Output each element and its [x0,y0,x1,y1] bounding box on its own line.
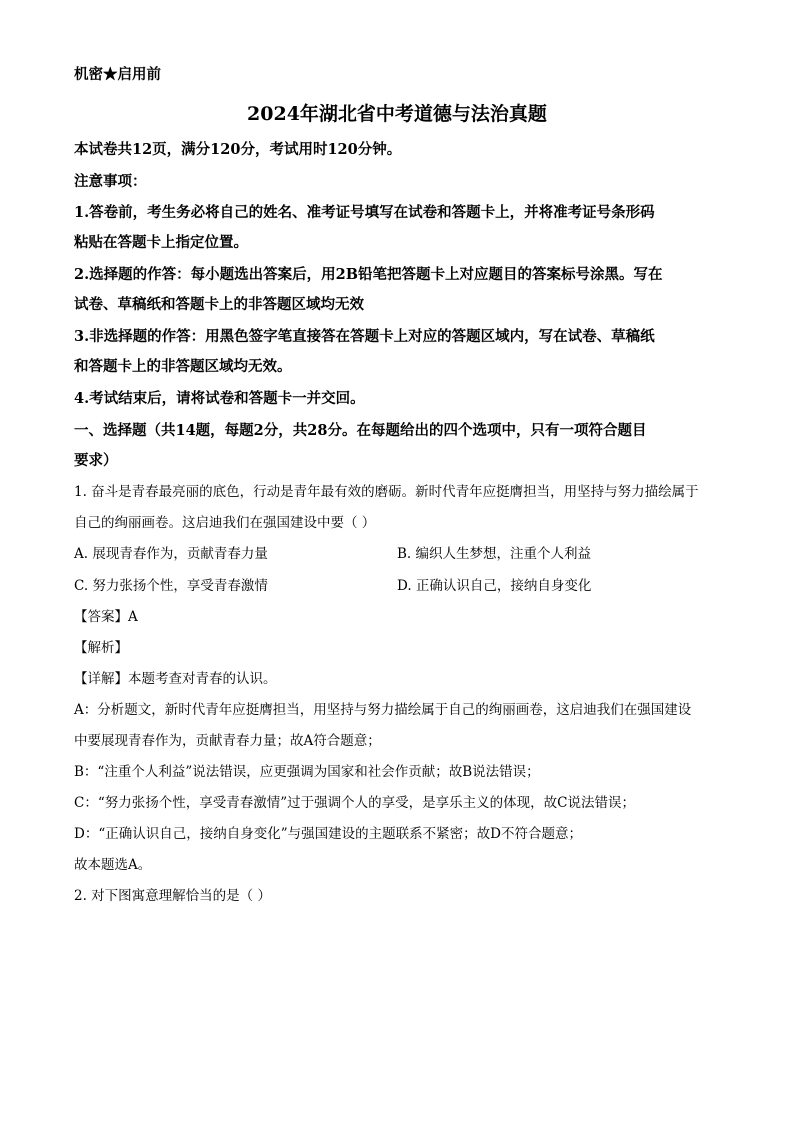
q1-option-c: C. 努力张扬个性，享受青春激情 [74,578,268,594]
note-1-line-2: 粘贴在答题卡上指定位置。 [74,234,248,251]
q1-option-d: D. 正确认识自己，接纳自身变化 [397,578,592,594]
q1-option-b: B. 编织人生梦想，注重个人利益 [397,546,592,562]
q1-conclusion: 故本题选A。 [74,857,152,873]
q1-stem-line-2: 自己的绚丽画卷。这启迪我们在强国建设中要（ ） [74,515,376,531]
q1-analysis-label: 【解析】 [74,640,128,656]
q1-option-a: A. 展现青春作为，贡献青春力量 [74,546,268,562]
q1-explain-a-line-2: 中要展现青春作为，贡献青春力量；故A符合题意； [74,733,381,749]
section-heading-line-2: 要求） [74,452,118,469]
q1-explain-d: D：“正确认识自己，接纳自身变化”与强国建设的主题联系不紧密；故D不符合题意； [74,826,582,842]
note-1-line-1: 1.答卷前，考生务必将自己的姓名、准考证号填写在试卷和答题卡上，并将准考证号条形码 [74,204,655,221]
q1-explain-b: B：“注重个人利益”说法错误，应更强调为国家和社会作贡献；故B说法错误； [74,764,540,780]
q1-explain-c: C：“努力张扬个性，享受青春激情”过于强调个人的享受，是享乐主义的体现，故C说法错误； [74,795,635,811]
q1-answer: 【答案】A [74,609,138,625]
note-3-line-1: 3.非选择题的作答：用黑色签字笔直接答在答题卡上对应的答题区域内，写在试卷、草稿纸 [74,328,655,345]
note-4: 4.考试结束后，请将试卷和答题卡一并交回。 [74,390,365,407]
note-3-line-2: 和答题卡上的非答题区域均无效。 [74,358,292,375]
exam-info: 本试卷共12页，满分120分，考试用时120分钟。 [74,141,402,158]
q1-explain-a-line-1: A：分析题文，新时代青年应挺膺担当，用坚持与努力描绘属于自己的绚丽画卷，这启迪我们在强国建设 [74,702,692,718]
note-2-line-1: 2.选择题的作答：每小题选出答案后，用2B铅笔把答题卡上对应题目的答案标号涂黑。写在 [74,266,663,283]
q2-stem: 2. 对下图寓意理解恰当的是（ ） [74,888,271,904]
page-title: 2024年湖北省中考道德与法治真题 [247,103,547,125]
notes-heading: 注意事项： [74,173,147,190]
note-2-line-2: 试卷、草稿纸和答题卡上的非答题区域均无效 [74,296,364,313]
q1-detail: 【详解】本题考查对青春的认识。 [74,671,277,687]
q1-stem-line-1: 1. 奋斗是青春最亮丽的底色，行动是青年最有效的磨砺。新时代青年应挺膺担当，用坚持与努力描绘属于 [74,484,699,500]
confidential-label: 机密★启用前 [74,66,161,83]
section-heading-line-1: 一、选择题（共14题，每题2分，共28分。在每题给出的四个选项中，只有一项符合题目 [74,422,647,439]
